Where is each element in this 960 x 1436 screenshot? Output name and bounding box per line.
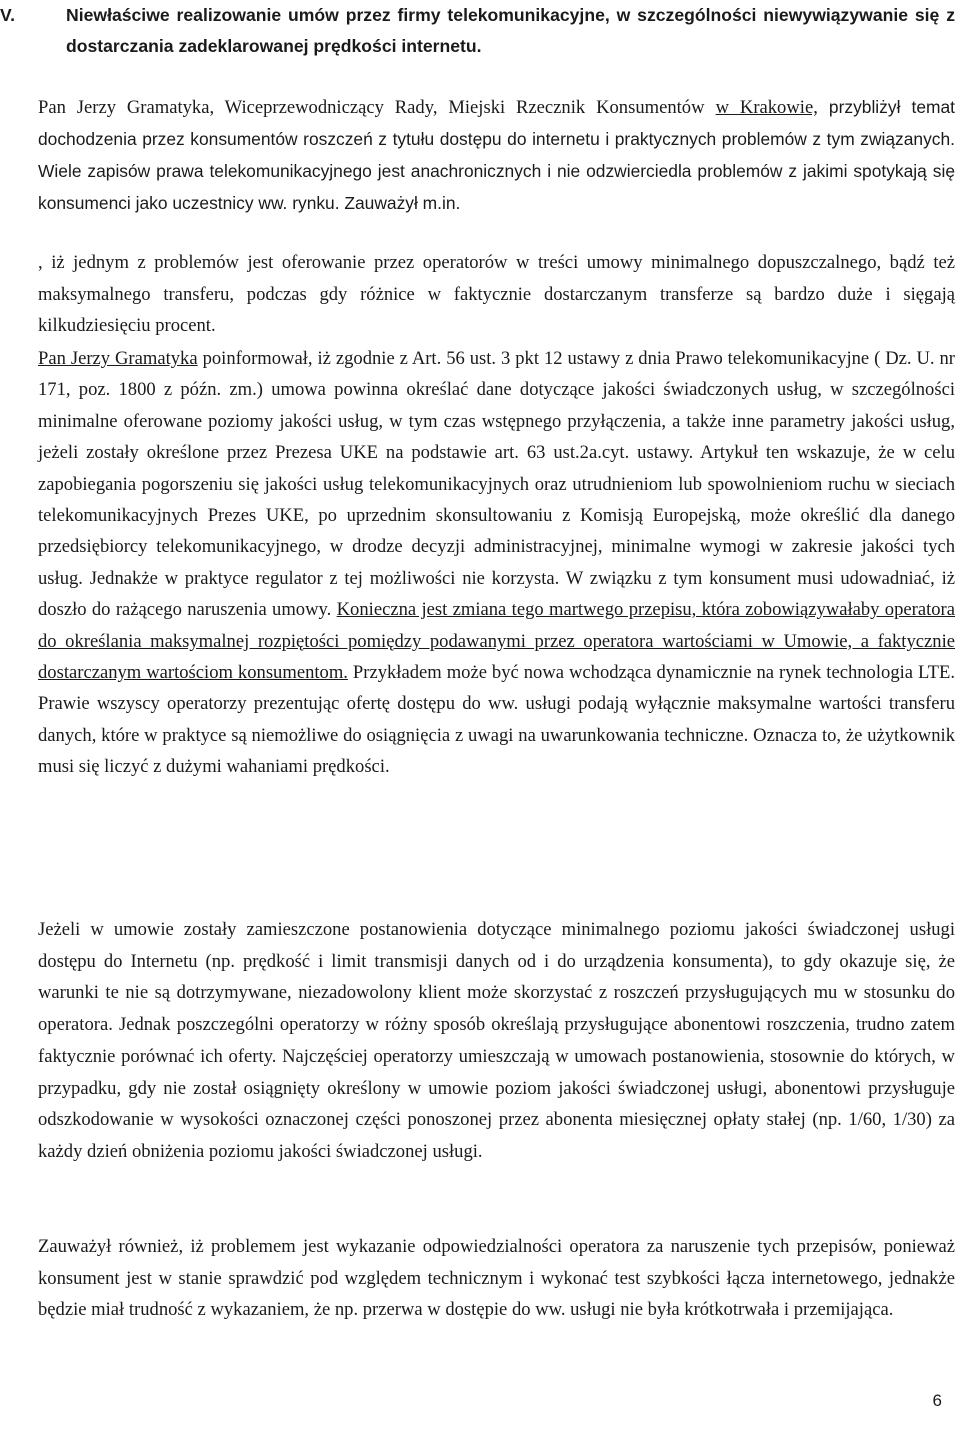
paragraph-law bbox=[38, 343, 955, 783]
paragraph-intro bbox=[38, 92, 955, 220]
section-number: V. bbox=[0, 5, 16, 25]
paragraph-claims bbox=[38, 914, 955, 1168]
underlined-demand: Konieczna jest zmiana tego martwego przepisu, która zobowiązywałaby operatora do określania maksymalnej rozpiętości pomiędzy podawanymi przez operatora wartościami w Umowie, a faktycznie dostarczanym wartościom konsumentom. bbox=[38, 599, 955, 684]
paragraph-transfer bbox=[38, 247, 955, 342]
section-title: Niewłaściwe realizowanie umów przez firmy telekomunikacyjne, w szczególności niewywiązywanie się z dostarczania zadeklarowanej prędkości internetu. bbox=[66, 5, 955, 56]
page-number: 6 bbox=[932, 1391, 942, 1410]
liability-text: Zauważył również, iż problemem jest wykazanie odpowiedzialności operatora za naruszenie tych przepisów, ponieważ konsument jest w stanie sprawdzić pod względem technicznym i wykonać test szybkości łącza internetowego, jednakże będzie miał trudność z wykazaniem, że np. przerwa w dostępie do ww. usługi nie była krótkotrwała i przemijająca. bbox=[38, 1236, 955, 1320]
paragraph-liability bbox=[38, 1231, 955, 1326]
lte-text: Przykładem może być nowa wchodząca dynamicznie na rynek technologia LTE. Prawie wszyscy operatorzy prezentując ofertę dostępu do ww. usługi podają wyłącznie maksymalne wartości transferu danych, które w praktyce są niemożliwe do osiągnięcia z uwagi na uwarunkowania techniczne. Oznacza to, że użytkownik musi się liczyć z dużymi wahaniami prędkości. bbox=[38, 662, 956, 778]
intro-location: w Krakowie, bbox=[715, 97, 818, 118]
claims-text: Jeżeli w umowie zostały zamieszczone postanowienia dotyczące minimalnego poziomu jakości świadczonej usługi dostępu do Internetu (np. prędkość i limit transmisji danych od i do urządzenia konsumenta), to gdy okazuje się, że warunki te nie są dotrzymywane, niezadowolony klient może skorzystać z roszczeń przysługujących mu w stosunku do operatora. Jednak poszczególni operatorzy w różny sposób określają przysługujące abonentowi roszczenia, trudno zatem faktycznie porównać ich oferty. Najczęściej operatorzy umieszczają w umowach postanowienia, stosownie do których, w przypadku, gdy nie został osiągnięty określony w umowie poziom jakości świadczonej usługi, abonentowi przysługuje odszkodowanie w wysokości oznaczonej części ponoszonej przez abonenta miesięcznej opłaty stałej (np. 1/60, 1/30) za każdy dzień obniżenia poziomu jakości świadczonej usługi. bbox=[38, 919, 955, 1162]
law-text: poinformował, iż zgodnie z Art. 56 ust. 3 pkt 12 ustawy z dnia Prawo telekomunikacyjne ( Dz. U. nr 171, poz. 1800 z późn. zm.) umowa powinna określać dane dotyczące jakości świadczonych usług, w szczególności minimalne oferowane poziomy jakości usług, w tym czas wstępnego przyłączenia, a także inne parametry jakości usług, jeżeli zostały określone przez Prezesa UKE na podstawie art. 63 ust.2a.cyt. ustawy. Artykuł ten wskazuje, że w celu zapobiegania pogorszeniu się jakości usług telekomunikacyjnych oraz utrudnieniom lub spowolnieniom ruchu w sieciach telekomunikacyjnych Prezes UKE, po uprzednim skonsultowaniu z Komisją Europejską, może określić dla danego przedsiębiorcy telekomunikacyjnego, w drodze decyzji administracyjnej, minimalne wymogi w zakresie jakości tych usług. Jednakże w praktyce regulator z tej możliwości nie korzysta. W związku z tym konsument musi udowadniać, iż doszło do rażącego naruszenia umowy. bbox=[38, 348, 955, 621]
transfer-text: , iż jednym z problemów jest oferowanie przez operatorów w treści umowy minimalnego dopuszczalnego, bądź też maksymalnego transferu, podczas gdy różnice w faktycznie dostarczanym transferze są bardzo duże i sięgają kilkudziesięciu procent. bbox=[38, 252, 955, 337]
intro-body: przybliżył temat dochodzenia przez konsumentów roszczeń z tytułu dostępu do internetu i praktycznych problemów z tym związanych. Wiele zapisów prawa telekomunikacyjnego jest anachronicznych i nie odzwierciedla problemów z jakimi spotykają się konsumenci jako uczestnicy ww. rynku. Zauważył m.in. bbox=[38, 97, 955, 213]
intro-line-1: Pan Jerzy Gramatyka, Wiceprzewodniczący Rady, Miejski Rzecznik Konsumentów bbox=[38, 97, 705, 118]
speaker-name: Pan Jerzy Gramatyka bbox=[38, 348, 198, 369]
